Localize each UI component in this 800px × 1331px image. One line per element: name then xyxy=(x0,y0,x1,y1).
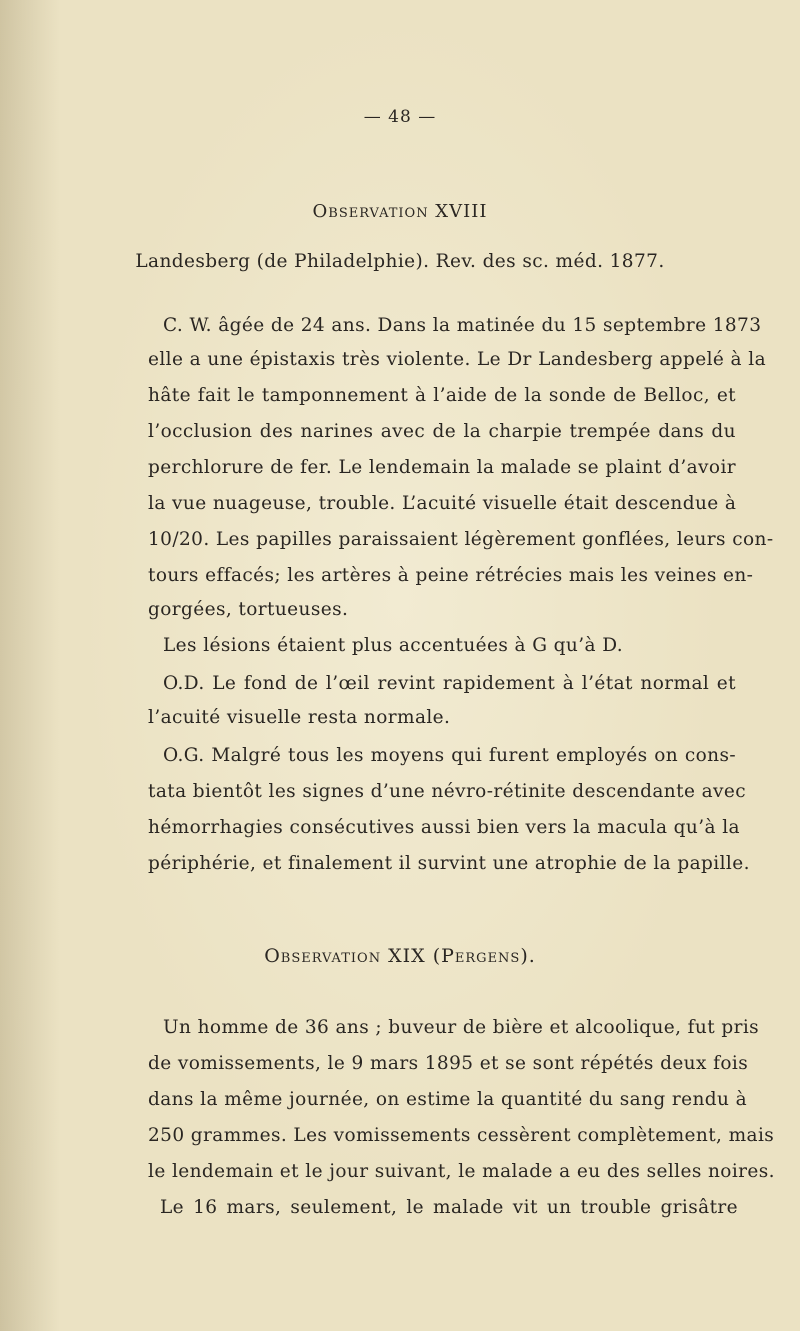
text-line: hémorrhagies consécutives aussi bien vers la macula qu’à la xyxy=(148,817,740,838)
page-number: — 48 — xyxy=(363,107,437,127)
observation-19-heading: Observation XIX (Pergens). xyxy=(264,945,536,967)
text-line: tata bientôt les signes d’une névro-rétinite descendante avec xyxy=(148,781,746,802)
text-line: la vue nuageuse, trouble. L’acuité visuelle était descendue à xyxy=(148,493,737,514)
text-line: l’occlusion des narines avec de la charpie trempée dans du xyxy=(148,421,736,442)
text-line: Le 16 mars, seulement, le malade vit un trouble grisâtre xyxy=(160,1197,738,1218)
text-line: C. W. âgée de 24 ans. Dans la matinée du 15 septembre 1873 xyxy=(163,315,762,336)
text-line: Un homme de 36 ans ; buveur de bière et alcoolique, fut pris xyxy=(163,1017,760,1038)
text-line: l’acuité visuelle resta normale. xyxy=(148,707,451,728)
text-line: gorgées, tortueuses. xyxy=(148,599,349,620)
text-line: 250 grammes. Les vomissements cessèrent complètement, mais xyxy=(148,1125,775,1146)
observation-18-heading: Observation XVIII xyxy=(312,201,488,222)
text-line: tours effacés; les artères à peine rétrécies mais les veines en- xyxy=(148,565,754,586)
text-line: périphérie, et finalement il survint une atrophie de la papille. xyxy=(148,853,750,874)
text-line: Les lésions étaient plus accentuées à G qu’à D. xyxy=(163,635,624,656)
text-line: elle a une épistaxis très violente. Le Dr Landesberg appelé à la xyxy=(148,349,767,370)
text-line: hâte fait le tamponnement à l’aide de la sonde de Belloc, et xyxy=(148,385,736,406)
observation-18-source: Landesberg (de Philadelphie). Rev. des sc. méd. 1877. xyxy=(135,251,665,272)
text-line: le lendemain et le jour suivant, le malade a eu des selles noires. xyxy=(148,1161,775,1182)
text-line: O.D. Le fond de l’œil revint rapidement à l’état normal et xyxy=(163,673,736,694)
text-line: O.G. Malgré tous les moyens qui furent employés on cons- xyxy=(163,745,736,766)
text-line: de vomissements, le 9 mars 1895 et se sont répétés deux fois xyxy=(148,1053,749,1074)
text-line: 10/20. Les papilles paraissaient légèrement gonflées, leurs con- xyxy=(148,529,774,550)
text-line: dans la même journée, on estime la quantité du sang rendu à xyxy=(148,1089,748,1110)
text-line: perchlorure de fer. Le lendemain la malade se plaint d’avoir xyxy=(148,457,736,478)
